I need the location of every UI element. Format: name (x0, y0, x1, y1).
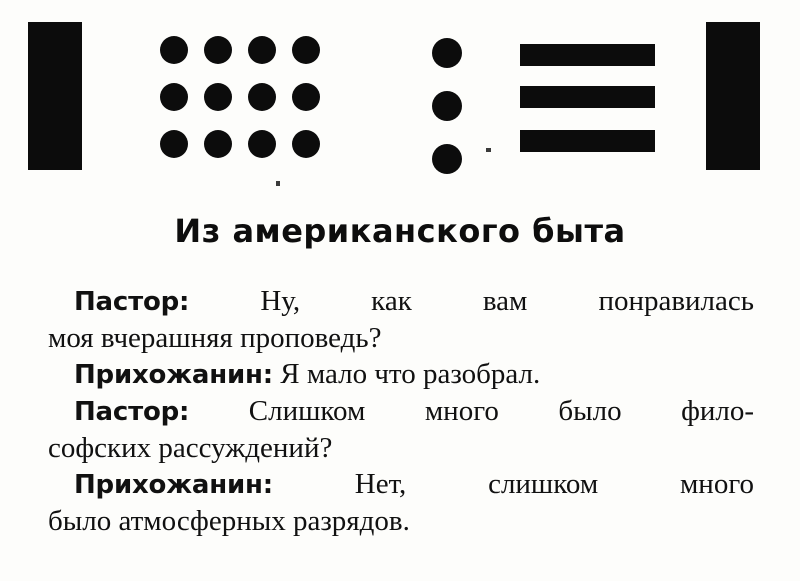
dialogue-line (48, 504, 754, 539)
dot-column-icon (432, 36, 466, 158)
dialogue-line (48, 394, 754, 430)
speaker-label: Прихожанин: (74, 470, 273, 500)
dialogue-line (48, 284, 754, 320)
decorative-header-band (0, 14, 800, 164)
speaker-label: Пастор: (74, 397, 190, 427)
dialogue-body (48, 284, 754, 540)
dialogue-line (48, 321, 754, 356)
print-speck (486, 148, 491, 152)
page-title: Из американского быта (174, 212, 626, 250)
speech-text: Слишком много было фило- (248, 395, 755, 427)
speech-text: Я мало что разобрал. (280, 358, 541, 390)
dialogue-line (48, 357, 754, 393)
speaker-label: Прихожанин: (74, 360, 273, 390)
speech-text: Ну, как вам понравилась (260, 285, 755, 317)
speech-text: Нет, слишком много (354, 468, 754, 500)
speech-text: софских рассуждений? (48, 432, 333, 464)
print-speck (276, 181, 280, 186)
speech-text: было атмосферных разрядов. (48, 505, 410, 537)
dot-grid-icon (160, 36, 320, 158)
solid-bar-left-icon (28, 22, 82, 170)
dialogue-line (48, 431, 754, 466)
speech-text: моя вчерашняя проповедь? (48, 322, 382, 354)
dialogue-line (48, 467, 754, 503)
solid-bar-right-icon (706, 22, 760, 170)
speaker-label: Пастор: (74, 287, 190, 317)
stripes-icon (520, 38, 655, 156)
